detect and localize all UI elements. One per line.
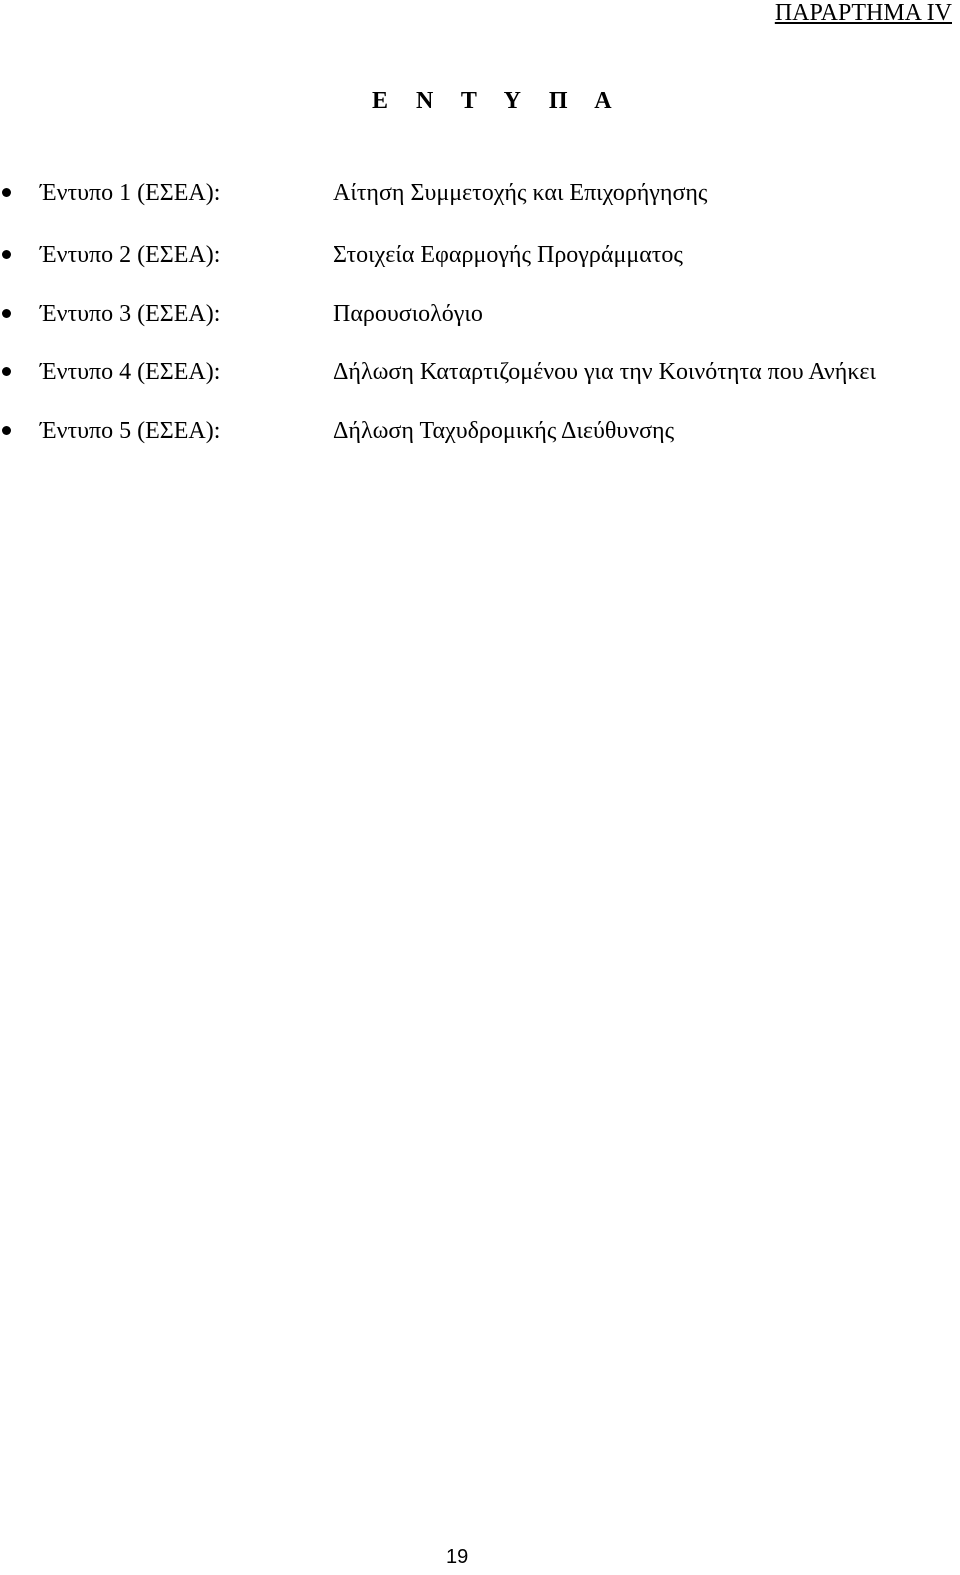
list-item xyxy=(0,299,960,329)
appendix-title: ΠΑΡΑΡΤΗΜΑ IV xyxy=(774,0,952,26)
form-description: Δήλωση Καταρτιζομένου για την Κοινότητα που Ανήκει xyxy=(333,359,876,385)
page-number: 19 xyxy=(446,1546,469,1568)
list-item xyxy=(0,416,960,446)
form-code: Έντυπο 4 (ΕΣΕΑ): xyxy=(40,359,221,385)
bullet-icon xyxy=(2,309,11,318)
form-description: Στοιχεία Εφαρμογής Προγράμματος xyxy=(333,242,683,268)
form-code: Έντυπο 3 (ΕΣΕΑ): xyxy=(40,301,221,327)
list-item xyxy=(0,357,960,387)
bullet-icon xyxy=(2,250,11,259)
forms-heading: Ε Ν Τ Υ Π Α xyxy=(372,88,623,114)
list-item xyxy=(0,178,960,208)
form-code: Έντυπο 2 (ΕΣΕΑ): xyxy=(40,242,221,268)
bullet-icon xyxy=(2,426,11,435)
bullet-icon xyxy=(2,188,11,197)
list-item xyxy=(0,240,960,270)
form-description: Δήλωση Ταχυδρομικής Διεύθυνσης xyxy=(333,418,675,444)
form-description: Αίτηση Συμμετοχής και Επιχορήγησης xyxy=(333,180,708,206)
form-description: Παρουσιολόγιο xyxy=(333,301,483,327)
form-code: Έντυπο 5 (ΕΣΕΑ): xyxy=(40,418,221,444)
bullet-icon xyxy=(2,367,11,376)
form-code: Έντυπο 1 (ΕΣΕΑ): xyxy=(40,180,221,206)
